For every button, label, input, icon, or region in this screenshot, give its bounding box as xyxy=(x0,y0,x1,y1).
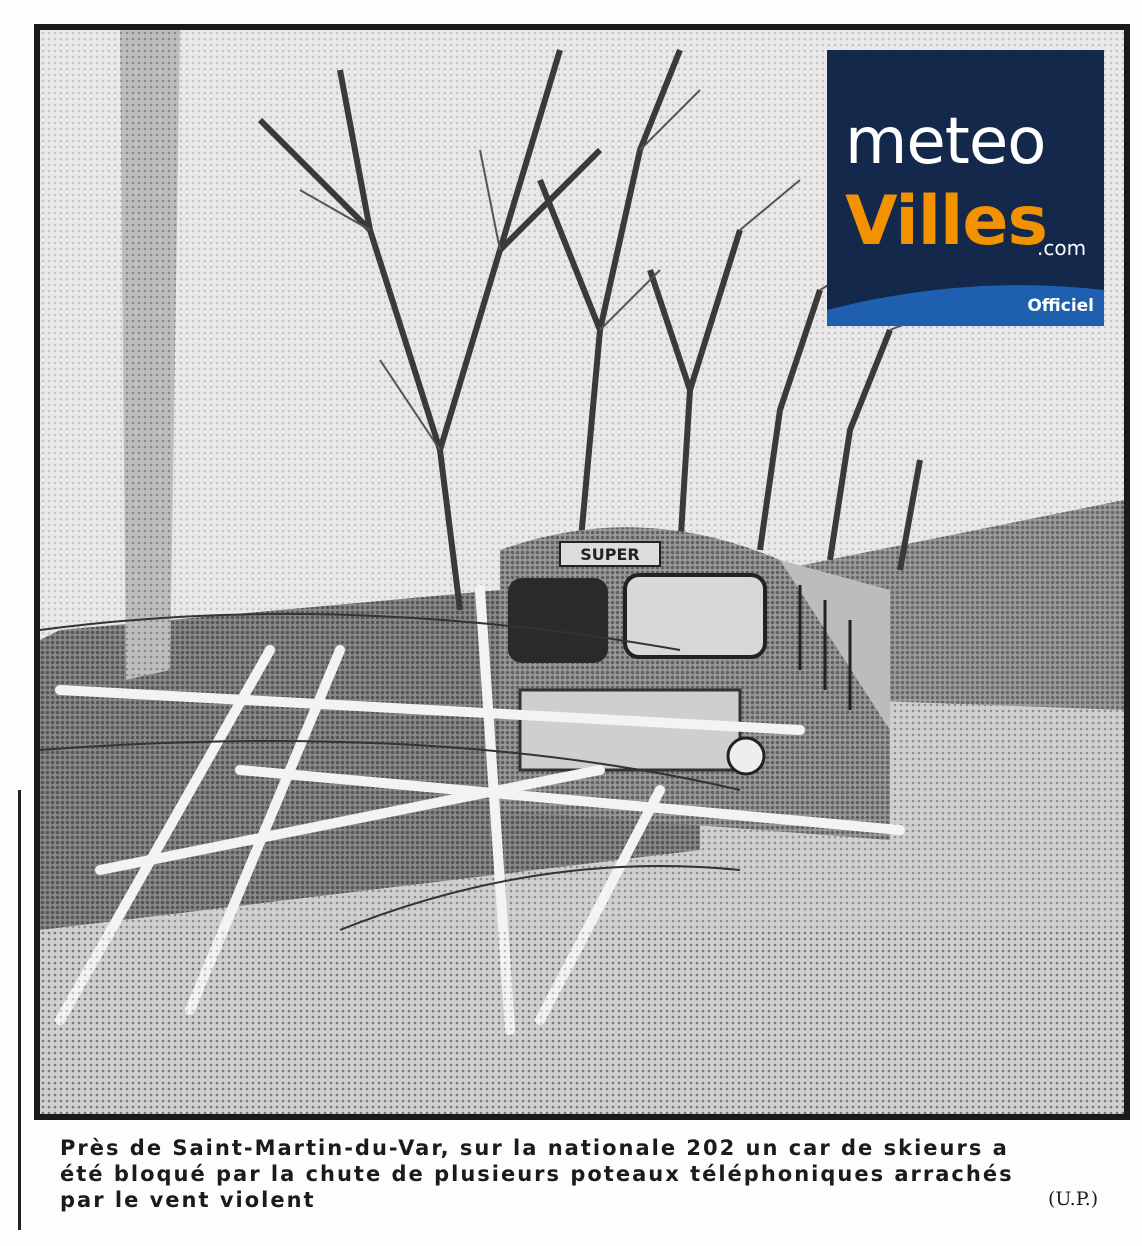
meteovilles-logo xyxy=(827,50,1104,326)
logo-official-badge: Officiel xyxy=(1027,296,1094,316)
bus-headlight xyxy=(728,738,764,774)
bus-windshield-left xyxy=(508,578,608,663)
logo-wordmark-meteo: meteo xyxy=(845,105,1046,179)
caption-line-2: été bloqué par la chute de plusieurs poteaux téléphoniques arrachés xyxy=(60,1162,1014,1186)
logo-domain-suffix: .com xyxy=(1037,236,1087,260)
logo-wordmark-villes: Villes xyxy=(845,182,1047,261)
photo-credit: (U.P.) xyxy=(1048,1188,1099,1210)
photo-caption xyxy=(60,1135,1130,1213)
bus-sign-text: SUPER xyxy=(580,545,640,564)
caption-line-3: par le vent violent xyxy=(60,1188,316,1212)
caption-line-1: Près de Saint-Martin-du-Var, sur la nationale 202 un car de skieurs a xyxy=(60,1136,1009,1160)
column-rule xyxy=(18,790,21,1230)
bus xyxy=(500,527,890,840)
